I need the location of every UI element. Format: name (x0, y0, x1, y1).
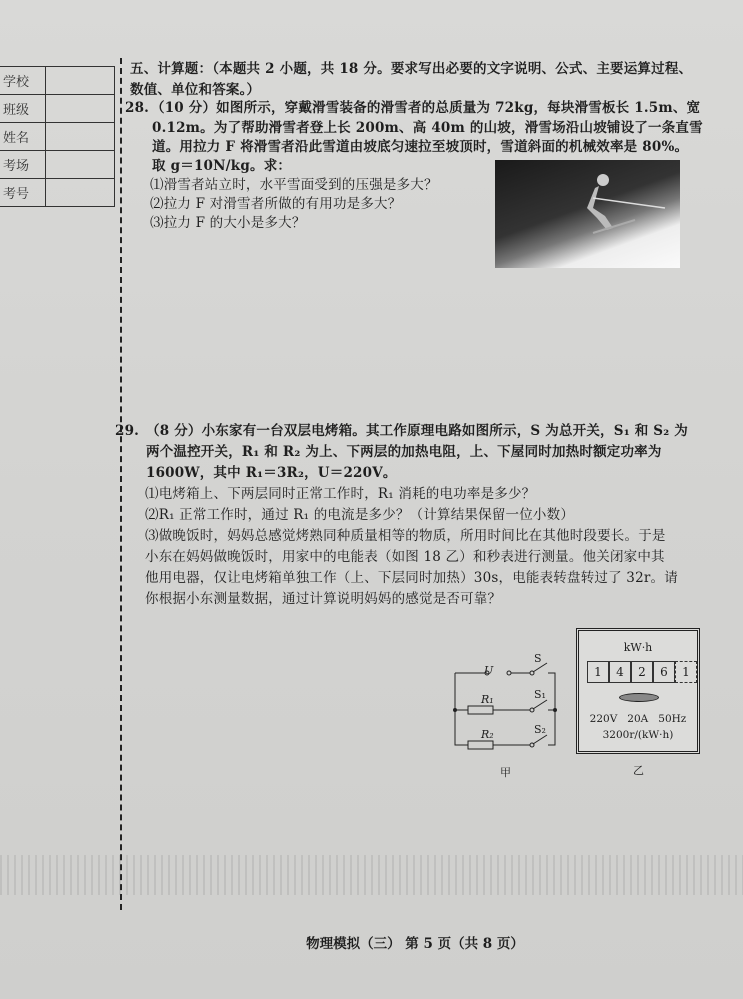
figure-caption-yi: 乙 (633, 764, 644, 777)
meter-digit: 2 (631, 661, 653, 683)
info-label: 考号 (0, 179, 46, 207)
q28-sub: ⑶拉力 F 的大小是多大？ (150, 215, 306, 231)
meter-digit: 4 (609, 661, 631, 683)
q29-sub: ⑶做晚饭时，妈妈总感觉烤熟同种质量相等的物质，所用时间比在其他时段要长。于是 (145, 528, 666, 544)
q29-sub: ⑴电烤箱上、下两层同时正常工作时，R₁ 消耗的电功率是多少？ (145, 486, 536, 502)
meter-disc-icon (619, 693, 659, 702)
figure-caption-jia: 甲 (500, 766, 511, 779)
page-footer: 物理模拟（三） 第 5 页（共 8 页） (306, 936, 524, 952)
info-field[interactable] (46, 151, 115, 179)
meter-digit: 1 (587, 661, 609, 683)
q29-text: （8 分）小东家有一台双层电烤箱。其工作原理电路如图所示，S 为总开关，S₁ 和 S₂ 为 (146, 423, 688, 439)
meter-specs: 220V 20A 50Hz (589, 713, 687, 725)
meter-unit: kW·h (623, 641, 653, 654)
switch-s2-label: S₂ (534, 723, 546, 736)
info-field[interactable] (46, 123, 115, 151)
skier-photo (495, 160, 680, 268)
binding-dashed-line (120, 58, 122, 910)
q28-text: 0.12m。为了帮助滑雪者登上长 200m、高 40m 的山坡，滑雪场沿山坡铺设了一条直雪 (152, 120, 703, 136)
info-label: 班级 (0, 95, 46, 123)
q29-sub: 他用电器，仅让电烤箱单独工作（上、下层同时加热）30s，电能表转盘转过了 32r。请 (145, 570, 678, 586)
q28-sub: ⑴滑雪者站立时，水平雪面受到的压强是多大？ (150, 177, 438, 193)
q28-number: 28. (125, 100, 150, 116)
q29-number: 29. (115, 423, 140, 439)
q28-text: 道。用拉力 F 将滑雪者沿此雪道由坡底匀速拉至坡顶时，雪道斜面的机械效率是 80%。 (152, 139, 689, 155)
meter-digit-decimal: 1 (675, 661, 697, 683)
circuit-diagram (450, 655, 560, 760)
q29-text: 两个温控开关，R₁ 和 R₂ 为上、下两层的加热电阻，上、下屋同时加热时额定功率为 (146, 444, 662, 460)
section-header-cont: 数值、单位和答案。） (130, 82, 261, 98)
q29-sub: 你根据小东测量数据，通过计算说明妈妈的感觉是否可靠？ (145, 591, 502, 607)
meter-constant: 3200r/(kW·h) (602, 729, 674, 741)
print-noise (0, 855, 743, 895)
info-field[interactable] (46, 67, 115, 95)
q28-sub: ⑵拉力 F 对滑雪者所做的有用功是多大？ (150, 196, 402, 212)
switch-s-label: S (534, 652, 542, 665)
switch-s1-label: S₁ (534, 688, 546, 701)
info-label: 姓名 (0, 123, 46, 151)
resistor-r2-label: R₂ (481, 728, 494, 741)
info-label: 学校 (0, 67, 46, 95)
info-label: 考场 (0, 151, 46, 179)
voltage-label: U (484, 664, 494, 677)
q29-sub: 小东在妈妈做晚饭时，用家中的电能表（如图 18 乙）和秒表进行测量。他关闭家中其 (145, 549, 665, 565)
student-info-table (0, 66, 115, 207)
meter-digit: 6 (653, 661, 675, 683)
q28-text: （10 分）如图所示，穿戴滑雪装备的滑雪者的总质量为 72kg，每块滑雪板长 1.5m、宽 (151, 100, 701, 116)
meter-digits (587, 661, 697, 683)
energy-meter (576, 628, 700, 754)
info-field[interactable] (46, 179, 115, 207)
q29-text: 1600W，其中 R₁＝3R₂，U＝220V。 (146, 465, 397, 481)
q29-sub: ⑵R₁ 正常工作时，通过 R₁ 的电流是多少？（计算结果保留一位小数） (145, 507, 575, 523)
info-field[interactable] (46, 95, 115, 123)
skier-icon (495, 160, 680, 268)
resistor-r1-label: R₁ (481, 693, 494, 706)
section-header: 五、计算题：（本题共 2 小题，共 18 分。要求写出必要的文字说明、公式、主要运算过程、 (130, 61, 693, 77)
q28-text: 取 g＝10N/kg。求： (152, 158, 292, 174)
